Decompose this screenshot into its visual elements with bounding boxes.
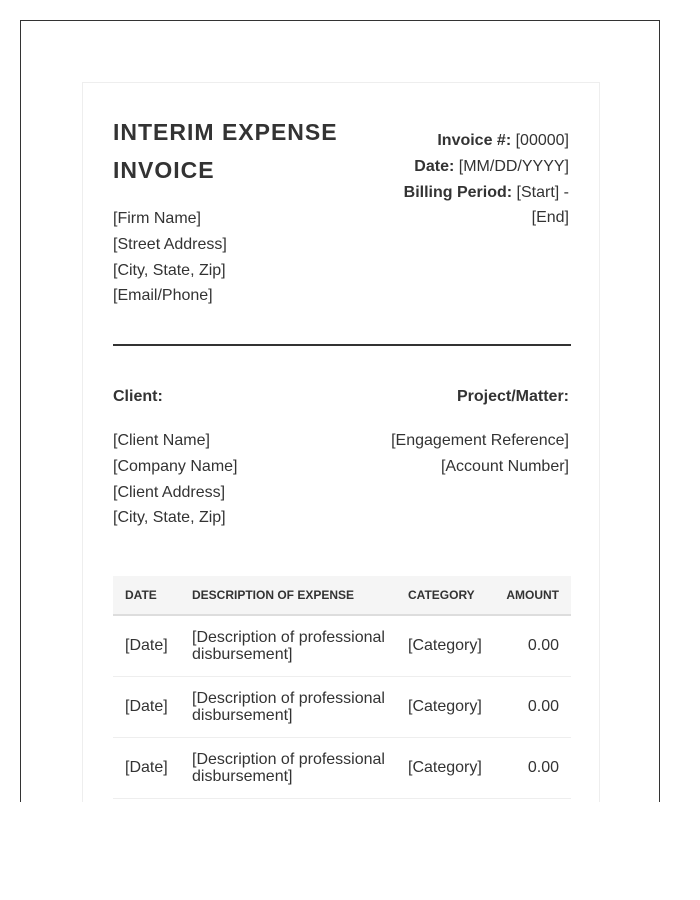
row-amount: 0.00 — [494, 615, 571, 677]
firm-name: [Firm Name] — [113, 210, 201, 227]
client-city: [City, State, Zip] — [113, 509, 226, 527]
invoice-number-row — [369, 128, 569, 154]
row-date: [Date] — [113, 677, 180, 738]
invoice-date-row — [369, 154, 569, 180]
header-divider — [113, 344, 571, 346]
row-description: [Description of professional disbursement] — [180, 677, 396, 738]
expense-table — [113, 576, 571, 799]
firm-contact: [Email/Phone] — [113, 287, 213, 305]
firm-address-block — [113, 206, 227, 309]
header-amount: AMOUNT — [494, 576, 571, 615]
row-category: [Category] — [396, 615, 494, 677]
project-label: Project/Matter: — [456, 388, 569, 405]
client-name: [Client Name] — [113, 432, 210, 449]
document-frame — [20, 20, 660, 802]
table-row — [113, 615, 571, 677]
invoice-date-value: [MM/DD/YYYY] — [458, 157, 569, 175]
row-date: [Date] — [113, 615, 180, 677]
invoice-number-value: [00000] — [515, 132, 569, 149]
row-description: [Description of professional disbursement] — [180, 615, 396, 677]
billing-period-row — [369, 180, 569, 232]
row-description: [Description of professional disbursement] — [180, 738, 396, 799]
table-header-row — [113, 576, 571, 615]
firm-city: [City, State, Zip] — [113, 261, 226, 279]
client-address-block — [113, 428, 238, 531]
header-description: DESCRIPTION OF EXPENSE — [180, 576, 396, 615]
invoice-meta-block — [369, 128, 569, 231]
client-address: [Client Address] — [113, 483, 226, 501]
table-row — [113, 677, 571, 738]
engagement-reference: [Engagement Reference] — [391, 432, 569, 449]
header-date: DATE — [113, 576, 180, 615]
row-date: [Date] — [113, 738, 180, 799]
invoice-sheet — [82, 82, 600, 802]
firm-street: [Street Address] — [113, 235, 227, 253]
table-row — [113, 738, 571, 799]
row-amount: 0.00 — [494, 677, 571, 738]
row-category: [Category] — [396, 738, 494, 799]
row-amount: 0.00 — [494, 738, 571, 799]
billing-period-value: [Start] - [End] — [516, 183, 569, 227]
project-block — [391, 428, 569, 480]
invoice-title: INTERIM EXPENSE INVOICE — [113, 119, 338, 183]
client-company: [Company Name] — [113, 457, 238, 475]
row-category: [Category] — [396, 677, 494, 738]
billing-period-label: Billing Period: — [403, 183, 513, 201]
header-category: CATEGORY — [396, 576, 494, 615]
invoice-number-label: Invoice #: — [437, 132, 512, 149]
account-number: [Account Number] — [440, 457, 569, 475]
invoice-date-label: Date: — [414, 157, 455, 175]
client-label: Client: — [113, 388, 163, 405]
